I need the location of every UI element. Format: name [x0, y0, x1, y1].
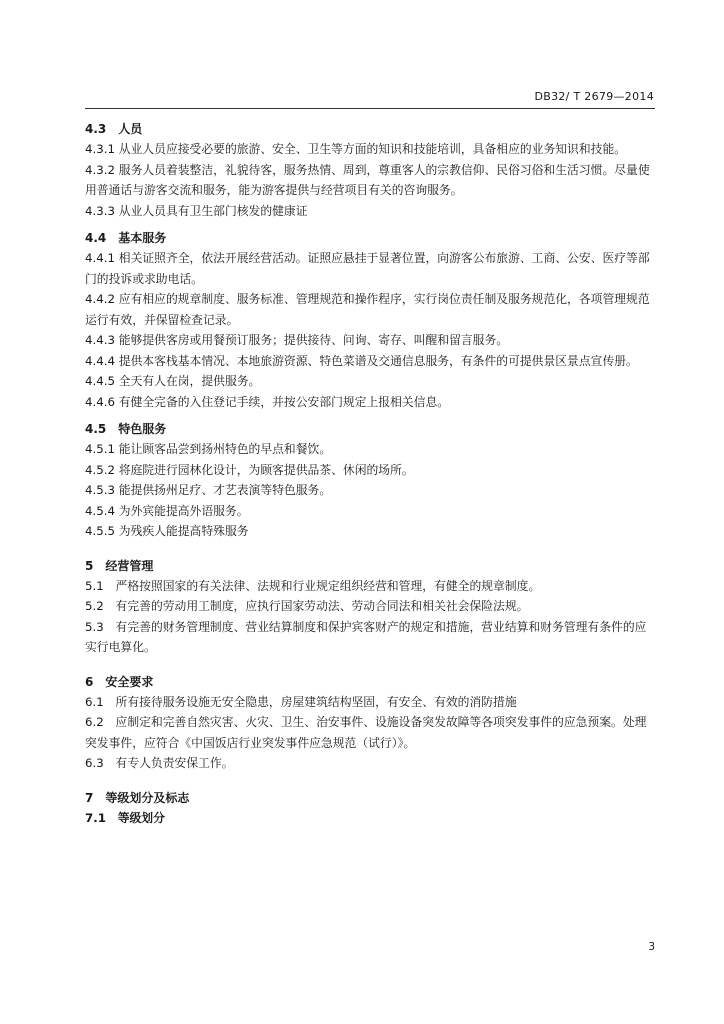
clause: 4.4.1 相关证照齐全，依法开展经营活动。证照应悬挂于显著位置，向游客公布旅游、工商、公安、医疗等部门的投诉或求助电话。	[85, 251, 650, 286]
clause: 4.5.3 能提供扬州足疗、才艺表演等特色服务。	[85, 483, 332, 497]
document-body	[85, 119, 655, 828]
clause: 4.5.4 为外宾能提高外语服务。	[85, 503, 249, 518]
clause: 4.4.4 提供本客栈基本情况、本地旅游资源、特色菜谱及交通信息服务，有条件的可提供景区景点宣传册。	[85, 353, 638, 368]
clause: 4.5.2 将庭院进行园林化设计，为顾客提供品茶、休闲的场所。	[85, 462, 414, 477]
clause: 4.4.6 有健全完备的入住登记手续，并按公安部门规定上报相关信息。	[85, 394, 450, 409]
clause: 4.4.3 能够提供客房或用餐预订服务；提供接待、问询、寄存、叫醒和留言服务。	[85, 333, 509, 347]
clause: 4.3.1 从业人员应接受必要的旅游、安全、卫生等方面的知识和技能培训，具备相应的业务知识和技能。	[85, 142, 627, 156]
clause: 4.5.5 为残疾人能提高特殊服务	[85, 524, 249, 538]
chapter-heading: 6 安全要求	[85, 674, 154, 689]
chapter-heading: 7 等级划分及标志	[85, 790, 190, 805]
clause: 5.1 严格按照国家的有关法律、法规和行业规定组织经营和管理，有健全的规章制度。	[85, 578, 541, 593]
clause: 5.3 有完善的财务管理制度、营业结算制度和保护宾客财产的规定和措施，营业结算和财务管理有条件的应实行电算化。	[85, 619, 647, 654]
clause: 4.3.3 从业人员具有卫生部门核发的健康证	[85, 203, 308, 218]
clause: 6.1 所有接待服务设施无安全隐患，房屋建筑结构坚固，有安全、有效的消防措施	[85, 694, 517, 709]
clause: 4.5.1 能让顾客品尝到扬州特色的早点和餐饮。	[85, 442, 332, 456]
section-heading: 4.5 特色服务	[85, 422, 167, 436]
section-heading: 4.3 人员	[85, 122, 143, 136]
clause: 5.2 有完善的劳动用工制度，应执行国家劳动法、劳动合同法和相关社会保险法规。	[85, 599, 529, 613]
section-heading: 7.1 等级划分	[85, 810, 165, 825]
section-heading: 4.4 基本服务	[85, 231, 167, 245]
clause: 4.3.2 服务人员着装整洁，礼貌待客，服务热情、周到，尊重客人的宗教信仰、民俗习俗和生活习惯。尽量使用普通话与游客交流和服务，能为游客提供与经营项目有关的咨询服务。	[85, 162, 650, 197]
standard-code: DB32/ T 2679—2014	[534, 90, 654, 103]
clause: 6.2 应制定和完善自然灾害、火灾、卫生、治安事件、设施设备突发故障等各项突发事件的应急预案。处理突发事件，应符合《中国饭店行业突发事件应急规范（试行）》。	[85, 715, 647, 750]
clause: 6.3 有专人负责安保工作。	[85, 756, 234, 770]
clause: 4.4.5 全天有人在岗，提供服务。	[85, 374, 261, 388]
chapter-heading: 5 经营管理	[85, 558, 154, 573]
clause: 4.4.2 应有相应的规章制度、服务标准、管理规范和操作程序，实行岗位责任制及服务规范化，各项管理规范运行有效，并保留检查记录。	[85, 292, 650, 327]
page-number: 3	[648, 941, 655, 953]
header-rule	[85, 108, 655, 109]
